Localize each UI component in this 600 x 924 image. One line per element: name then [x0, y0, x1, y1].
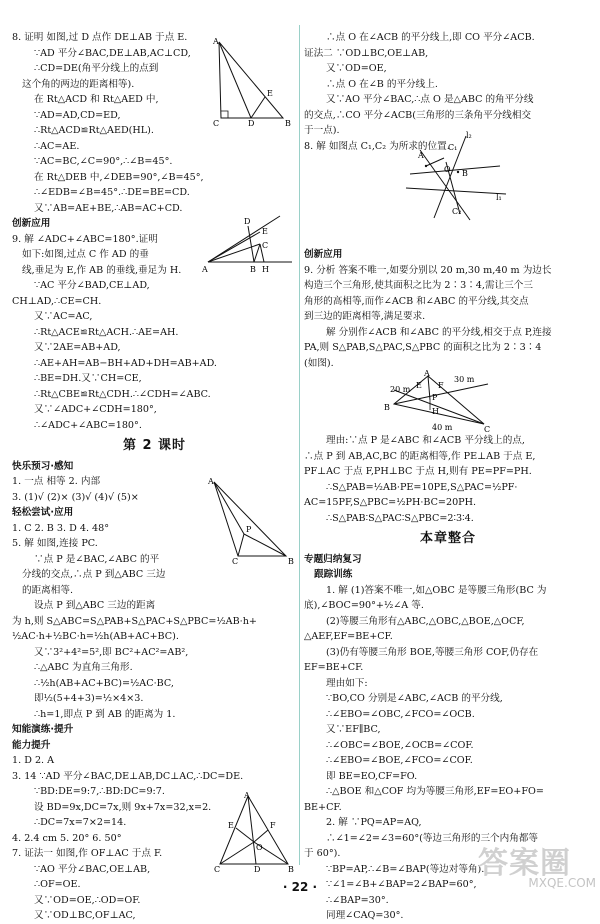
label-H: H: [432, 407, 439, 416]
text-line: ∴∠BAP=30°.: [326, 894, 389, 906]
text-line: 8. 证明 如图,过 D 点作 DE⊥AB 于点 E.: [12, 32, 187, 43]
text-line: 创新应用: [304, 249, 343, 260]
text-line: 知能演练·提升: [12, 724, 74, 735]
text-line: PF⊥AC 于点 F,PH⊥BC 于点 H,则有 PE=PF=PH.: [304, 466, 532, 477]
text-line: ∴Rt△ACE≌Rt△ACH.∴AE=AH.: [34, 326, 179, 338]
text-line: ∵AD=AD,CD=ED,: [34, 109, 121, 121]
label-D: D: [248, 119, 255, 126]
label-C: C: [262, 241, 269, 250]
text-line: 第 2 课时: [122, 438, 187, 453]
label-C2: C₂: [452, 207, 462, 216]
label-C: C: [232, 557, 239, 564]
label-O: O: [256, 843, 263, 852]
text-line: 1. 一点 相等 2. 内部: [12, 476, 101, 487]
text-line: 又∵AO 平分∠BAC,∴点 O 是△ABC 的角平分线: [326, 94, 534, 105]
label-B: B: [285, 119, 291, 126]
label-A: A: [208, 478, 214, 486]
text-line: ∴BE=DH.又∵CH=CE,: [34, 373, 142, 384]
column-divider: [299, 25, 300, 865]
label-40m: 40 m: [432, 423, 453, 432]
text-line: 线,垂足为 E,作 AB 的垂线,垂足为 H.: [22, 264, 182, 276]
text-line: (2)等腰三角形有△ABC,△OBC,△BOE,△OCF,: [326, 615, 525, 627]
text-line: 分线的交点,∴点 P 到△ABC 三边: [22, 569, 166, 580]
text-line: ∴点 P 到 AB,AC,BC 的距离相等,作 PE⊥AB 于点 E,: [304, 450, 536, 462]
text-line: 又∵EF∥BC,: [326, 724, 381, 735]
text-line: ½AC·h+½BC·h=½h(AB+AC+BC).: [12, 631, 179, 642]
text-line: ∴½h(AB+AC+BC)=½AC·BC,: [34, 677, 174, 689]
text-line: 又∵∠ADC+∠CDH=180°,: [34, 404, 157, 415]
text-line: 的交点,∴CO 平分∠ACB(三角形的三条角平分线相交: [304, 109, 532, 121]
text-line: 这个角的两边的距离相等).: [22, 78, 135, 90]
text-line: (3)仍有等腰三角形 BOE,等腰三角形 COF,仍存在: [326, 646, 539, 658]
page-number: · 22 ·: [282, 880, 318, 894]
label-O: O: [444, 165, 451, 174]
text-line: ∴∠EDB=∠B=45°.∴DE=BE=CD.: [34, 187, 190, 198]
label-C: C: [484, 425, 491, 432]
text-line: ∴AC=AE.: [34, 140, 80, 152]
text-line: △AEF,EF=BE+CF.: [304, 631, 393, 642]
text-line: ∴点 O 在∠B 的平分线上.: [326, 78, 438, 90]
text-line: ∵AO 平分∠BAC,OE⊥AB,: [34, 863, 151, 875]
text-line: 构造三个三角形,使其面积之比为 2∶3∶4,需让三个三: [304, 280, 533, 291]
text-line: 设点 P 到△ABC 三边的距离: [34, 600, 156, 611]
label-B: B: [250, 265, 256, 274]
text-line: 底),∠BOC=90°+½∠A 等.: [304, 600, 424, 611]
text-line: ∵点 P 是∠BAC,∠ABC 的平: [34, 553, 160, 565]
text-line: BE+CF.: [304, 801, 342, 813]
label-A: A: [213, 37, 219, 46]
text-line: 理由:∵点 P 是∠ABC 和∠ACB 平分线上的点,: [326, 435, 525, 446]
text-line: 又∵AC=AC,: [34, 311, 93, 322]
label-B: B: [288, 865, 294, 874]
label-F: F: [438, 381, 444, 390]
text-line: ∵BP=AP,∴∠B=∠BAP(等边对等角).: [326, 863, 485, 875]
text-line: 3. 14 ∵AD 平分∠BAC,DE⊥AB,DC⊥AC,∴DC=DE.: [12, 770, 244, 782]
watermark: [478, 838, 596, 896]
label-B: B: [288, 557, 294, 564]
text-line: 即½(5+4+3)=½×4×3.: [34, 693, 144, 704]
text-line: ∴∠1=∠2=∠3=60°(等边三角形的三个内角都等: [326, 832, 539, 844]
text-line: ∵∠1=∠B+∠BAP=2∠BAP=60°,: [326, 879, 477, 890]
figure-right-problem-8: [400, 128, 510, 226]
text-line: ∴DC=7x=7×2=14.: [34, 817, 127, 828]
text-line: ∴Rt△ACD≌Rt△AED(HL).: [34, 125, 154, 136]
text-line: 1. D 2. A: [12, 755, 55, 766]
text-line: 7. 证法一 如图,作 OF⊥AC 于点 F.: [12, 848, 163, 859]
label-D: D: [244, 217, 251, 226]
text-line: 又∵3²+4²=5²,即 BC²+AC²=AB²,: [34, 646, 189, 658]
label-A: A: [424, 370, 430, 378]
label-20m: 20 m: [390, 385, 411, 394]
text-line: ∴点 O 在∠ACB 的平分线上,即 CO 平分∠ACB.: [326, 32, 535, 43]
label-H: H: [262, 265, 269, 274]
text-line: 于一点).: [304, 125, 340, 136]
label-E: E: [416, 381, 422, 390]
label-E: E: [228, 821, 234, 830]
text-line: 9. 解 ∠ADC+∠ABC=180°.证明: [12, 233, 158, 245]
text-line: 1. 解 (1)答案不唯一,如△OBC 是等腰三角形(BC 为: [326, 584, 547, 596]
label-D: D: [254, 865, 261, 874]
label-A: A: [244, 792, 250, 800]
text-line: 专题归纳复习: [304, 553, 362, 565]
text-line: EF=BE+CF.: [304, 662, 364, 673]
figure-problem-8: [205, 36, 297, 126]
label-C: C: [213, 119, 220, 126]
text-line: CH⊥AD,∴CE=CH.: [12, 295, 102, 307]
text-line: 设 BD=9x,DC=7x,则 9x+7x=32,x=2.: [34, 801, 212, 813]
label-P: P: [432, 393, 438, 402]
text-line: [304, 232, 592, 248]
text-line: ∴△ABC 为直角三角形.: [34, 662, 133, 673]
text-line: 又∵OD=OE,: [326, 63, 387, 74]
text-line: 1. C 2. B 3. D 4. 48°: [12, 522, 110, 534]
text-line: 理由如下:: [326, 677, 368, 689]
text-line: 轻松尝试·应用: [12, 507, 74, 518]
text-line: AC=15PF,S△PBC=½PH·BC=20PH.: [304, 497, 477, 508]
label-A: A: [202, 265, 208, 274]
label-P: P: [246, 525, 252, 534]
text-line: 的距离相等.: [22, 584, 74, 596]
text-line: (如图).: [304, 357, 334, 369]
label-A: A: [418, 151, 424, 160]
figure-problem-7: [214, 792, 298, 874]
watermark-main: 答案圈: [478, 846, 571, 881]
text-line: ∴h=1,即点 P 到 AB 的距离为 1.: [34, 708, 176, 720]
text-line: 跟踪训练: [314, 569, 353, 580]
text-line: ∴S△PAB=½AB·PE=10PE,S△PAC=½PF·: [326, 481, 518, 493]
text-line: ∴△BOE 和△COF 均为等腰三角形,EF=EO+FO=: [326, 786, 544, 797]
figure-problem-9: [200, 212, 296, 280]
text-line: 在 Rt△ACD 和 Rt△AED 中,: [34, 94, 159, 105]
text-line: 能力提升: [12, 739, 51, 751]
figure-right-problem-9: [380, 370, 500, 432]
text-line: 2. 解 ∵PQ=AP=AQ,: [326, 817, 422, 828]
text-line: ∵BO,CO 分别是∠ABC,∠ACB 的平分线,: [326, 693, 503, 704]
label-B: B: [384, 403, 390, 412]
label-l1: l₁: [496, 193, 502, 202]
label-30m: 30 m: [454, 375, 475, 384]
text-line: ∴∠OBC=∠BOE,∠OCB=∠COF.: [326, 739, 474, 751]
text-line: 快乐预习·感知: [12, 460, 74, 472]
text-line: ∴AE+AH=AB−BH+AD+DH=AB+AD.: [34, 357, 217, 369]
text-line: 证法二 ∵OD⊥BC,OE⊥AB,: [304, 47, 429, 59]
text-line: 又∵OD=OE,∴OD=OF.: [34, 894, 141, 906]
label-C: C: [214, 865, 221, 874]
text-line: 到三边的距离相等,满足要求.: [304, 311, 426, 322]
label-E: E: [267, 89, 273, 98]
text-line: 9. 分析 答案不唯一,如要分别以 20 m,30 m,40 m 为边长: [304, 264, 552, 276]
label-C1: C₁: [448, 143, 458, 152]
text-line: 角形的高相等,而作∠ACB 和∠ABC 的平分线,其交点: [304, 295, 529, 307]
label-l2: l₂: [466, 131, 472, 140]
text-line: 为 h,则 S△ABC=S△PAB+S△PAC+S△PBC=½AB·h+: [12, 615, 257, 627]
figure-problem-5: [204, 478, 296, 564]
label-F: F: [270, 821, 276, 830]
text-line: 于 60°).: [304, 848, 341, 859]
text-line: 3. (1)√ (2)× (3)√ (4)√ (5)×: [12, 491, 139, 503]
text-line: ∵AC=BC,∠C=90°,∴∠B=45°.: [34, 156, 173, 167]
watermark-url: MXQE.COM: [528, 876, 596, 890]
text-line: ∵BD:DE=9:7,∴BD:DC=9:7.: [34, 786, 165, 797]
label-B: B: [462, 169, 468, 178]
text-line: 即 BE=EO,CF=FO.: [326, 770, 418, 782]
text-line: 解 分别作∠ACB 和∠ABC 的平分线,相交于点 P,连接: [326, 326, 552, 338]
text-line: ∴Rt△CBE≌Rt△CDH.∴∠CDH=∠ABC.: [34, 388, 211, 400]
text-line: 创新应用: [12, 218, 51, 229]
text-line: ∵AD 平分∠BAC,DE⊥AB,AC⊥CD,: [34, 47, 191, 59]
text-line: ∴∠EBO=∠BOE,∠FCO=∠COF.: [326, 755, 473, 766]
text-line: ∴OF=OE.: [34, 879, 81, 890]
text-line: ∴CD=DE(角平分线上的点到: [34, 63, 159, 74]
text-line: 如下:如图,过点 C 作 AD 的垂: [22, 249, 149, 260]
text-line: ∴∠EBO=∠OBC,∠FCO=∠OCB.: [326, 708, 475, 720]
text-line: PA,则 S△PAB,S△PAC,S△PBC 的面积之比为 2∶3∶4: [304, 342, 542, 353]
label-E: E: [262, 227, 268, 236]
text-line: ∴∠ADC+∠ABC=180°.: [34, 419, 142, 431]
text-line: 又∵AB=AE+BE,∴AB=AC+CD.: [34, 202, 183, 214]
text-line: ∵AC 平分∠BAD,CE⊥AD,: [34, 280, 150, 291]
text-line: 同理∠CAQ=30°.: [326, 910, 404, 921]
text-line: 5. 解 如图,连接 PC.: [12, 538, 98, 549]
left-column: [12, 30, 297, 924]
text-line: 在 Rt△DEB 中,∠DEB=90°,∠B=45°,: [34, 171, 204, 183]
text-line: 又∵OD⊥BC,OF⊥AC,: [34, 910, 136, 921]
text-line: ∴S△PAB∶S△PAC∶S△PBC=2∶3∶4.: [326, 512, 474, 524]
text-line: 4. 2.4 cm 5. 20° 6. 50°: [12, 832, 122, 844]
text-line: 8. 解 如图点 C₁,C₂ 为所求的位置.: [304, 140, 450, 152]
text-line: 本章整合: [419, 531, 476, 546]
text-line: 又∵2AE=AB+AD,: [34, 342, 121, 353]
